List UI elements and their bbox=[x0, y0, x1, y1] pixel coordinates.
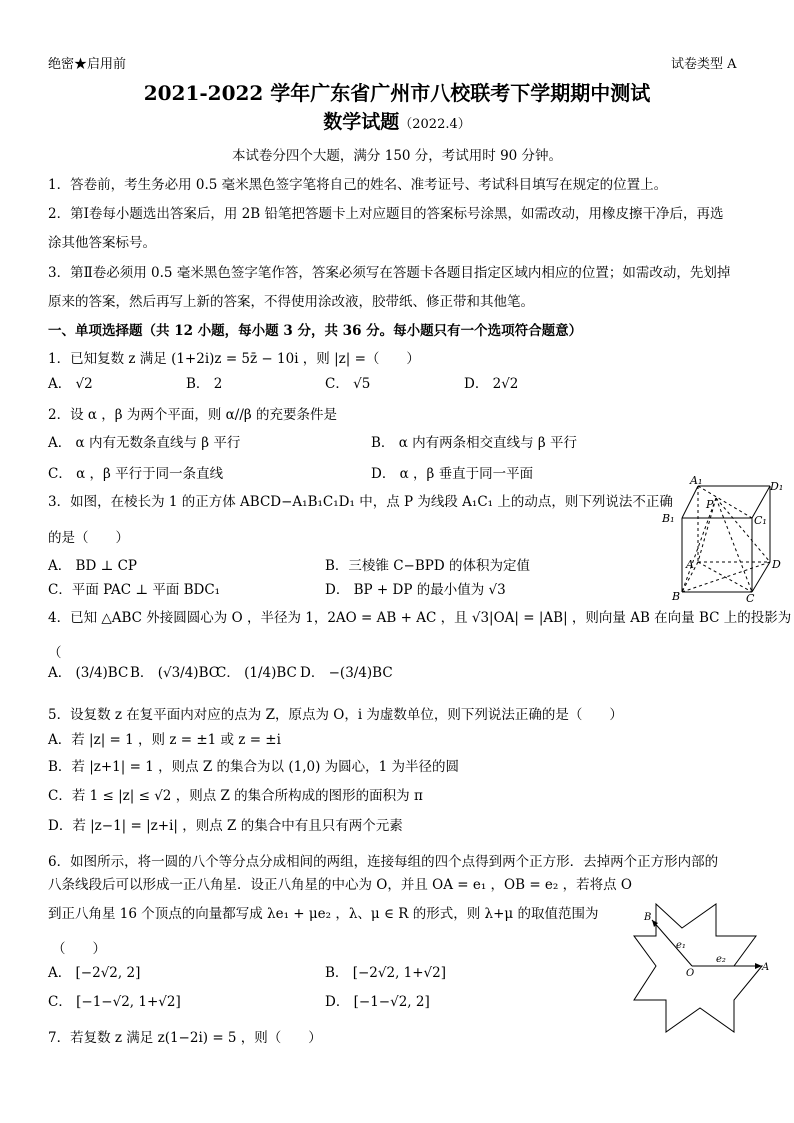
star-label-e2: e₂ bbox=[716, 954, 726, 965]
cube-label-b1: B₁ bbox=[662, 512, 675, 525]
q1-option-a: A． √2 bbox=[48, 376, 93, 392]
q2-option-d: D． α ，β 垂直于同一平面 bbox=[371, 466, 534, 482]
cube-label-p: P bbox=[706, 498, 714, 511]
q2-option-a: A． α 内有无数条直线与 β 平行 bbox=[48, 435, 241, 451]
q4-option-a: A． (3/4)BC bbox=[48, 665, 129, 681]
q1-stem: 1．已知复数 z 满足 (1+2i)z = 5z̄ − 10i ，则 |z| =（ ） bbox=[48, 351, 420, 367]
star-label-a: A bbox=[762, 962, 770, 973]
q5-stem: 5．设复数 z 在复平面内对应的点为 Z，原点为 O，i 为虚数单位，则下列说法正确的是（ ） bbox=[48, 707, 623, 723]
q5-option-b: B．若 |z+1| = 1 ，则点 Z 的集合为以 (1,0) 为圆心，1 为半径的圆 bbox=[48, 759, 460, 775]
q3-option-a: A． BD ⊥ CP bbox=[48, 558, 137, 574]
cube-label-c1: C₁ bbox=[754, 514, 767, 527]
q6-paren: （ ） bbox=[52, 941, 106, 957]
intro-text: 本试卷分四个大题，满分 150 分，考试用时 90 分钟。 bbox=[231, 148, 563, 164]
instruction-2-cont: 涂其他答案标号。 bbox=[48, 235, 156, 251]
instruction-2: 2．第Ⅰ卷每小题选出答案后，用 2B 铅笔把答题卡上对应题目的答案标号涂黑，如需改动，用橡皮擦干净后，再选 bbox=[48, 206, 724, 222]
instruction-3: 3．第Ⅱ卷必须用 0.5 毫米黑色签字笔作答，答案必须写在答题卡各题目指定区域内相应的位置；如需改动，先划掉 bbox=[48, 265, 731, 281]
q5-option-c: C．若 1 ≤ |z| ≤ √2 ，则点 Z 的集合所构成的图形的面积为 π bbox=[48, 788, 423, 804]
q3-stem: 3．如图，在棱长为 1 的正方体 ABCD−A₁B₁C₁D₁ 中，点 P 为线段 A₁C₁ 上的动点，则下列说法不正确 bbox=[48, 494, 673, 510]
q2-option-b: B． α 内有两条相交直线与 β 平行 bbox=[371, 435, 578, 451]
cube-label-a: A bbox=[686, 558, 694, 571]
q2-stem: 2．设 α ，β 为两个平面，则 α//β 的充要条件是 bbox=[48, 407, 337, 423]
q3-stem-cont: 的是（ ） bbox=[48, 530, 129, 546]
cube-label-d1: D₁ bbox=[770, 480, 784, 493]
page-title: 2021-2022 学年广东省广州市八校联考下学期期中测试 bbox=[143, 81, 651, 105]
q6-line-1: 6．如图所示，将一圆的八个等分点分成相间的两组，连接每组的四个点得到两个正方形．去掉两个正方形内部的 bbox=[48, 854, 719, 870]
paper-type-label: 试卷类型 A bbox=[671, 57, 737, 72]
q1-option-c: C． √5 bbox=[325, 376, 371, 392]
cube-label-d: D bbox=[772, 558, 781, 571]
q4-option-c: C． (1/4)BC bbox=[216, 665, 297, 681]
subject-title: 数学试题 bbox=[323, 111, 400, 133]
q1-option-b: B． 2 bbox=[186, 376, 223, 392]
section-heading: 一、单项选择题（共 12 小题，每小题 3 分，共 36 分。每小题只有一个选项符合题意） bbox=[48, 323, 583, 339]
q7-stem: 7．若复数 z 满足 z(1−2i) = 5 ，则（ ） bbox=[48, 1030, 322, 1046]
cube-figure bbox=[660, 476, 790, 604]
q3-option-b: B．三棱锥 C−BPD 的体积为定值 bbox=[325, 558, 530, 574]
q4-option-b: B． (√3/4)BC bbox=[130, 665, 220, 681]
q6-option-d: D． [−1−√2, 2] bbox=[325, 994, 430, 1010]
q4-option-d: D． −(3/4)BC bbox=[300, 665, 393, 681]
q4-paren: （ bbox=[48, 645, 62, 661]
cube-label-a1: A₁ bbox=[690, 476, 703, 487]
instruction-1: 1．答卷前，考生务必用 0.5 毫米黑色签字笔将自己的姓名、准考证号、考试科目填写在规定的位置上。 bbox=[48, 177, 668, 193]
q6-line-3: 到正八角星 16 个顶点的向量都写成 λe₁ + μe₂ ，λ、μ ∈ R 的形式，则 λ+μ 的取值范围为 bbox=[48, 906, 599, 922]
cube-label-b: B bbox=[672, 590, 681, 603]
q5-option-d: D．若 |z−1| = |z+i| ，则点 Z 的集合中有且只有两个元素 bbox=[48, 818, 403, 834]
confidential-label: 绝密★启用前 bbox=[48, 57, 127, 72]
octagram-figure bbox=[626, 896, 774, 1040]
q6-line-2: 八条线段后可以形成一正八角星．设正八角星的中心为 O，并且 OA = e₁ ，OB = e₂ ，若将点 O bbox=[48, 877, 632, 893]
star-label-o: O bbox=[686, 968, 695, 979]
exam-date: （2022.4） bbox=[399, 117, 471, 132]
cube-label-c: C bbox=[746, 592, 755, 604]
q2-option-c: C． α ，β 平行于同一条直线 bbox=[48, 466, 224, 482]
q6-option-b: B． [−2√2, 1+√2] bbox=[325, 965, 447, 981]
q6-option-c: C． [−1−√2, 1+√2] bbox=[48, 994, 181, 1010]
page-subtitle bbox=[0, 113, 794, 134]
q4-stem: 4．已知 △ABC 外接圆圆心为 O ，半径为 1，2AO = AB + AC ，且 √3|OA| = |AB| ，则向量 AB 在向量 BC 上的投影为 bbox=[48, 610, 792, 626]
q3-option-c: C．平面 PAC ⊥ 平面 BDC₁ bbox=[48, 582, 221, 598]
instruction-3-cont: 原来的答案，然后再写上新的答案，不得使用涂改液，胶带纸、修正带和其他笔。 bbox=[48, 294, 534, 310]
q6-option-a: A． [−2√2, 2] bbox=[48, 965, 141, 981]
q3-option-d: D． BP + DP 的最小值为 √3 bbox=[325, 582, 506, 598]
star-label-e1: e₁ bbox=[676, 940, 686, 951]
q5-option-a: A．若 |z| = 1 ，则 z = ±1 或 z = ±i bbox=[48, 732, 281, 748]
star-label-b: B bbox=[644, 912, 652, 923]
q1-option-d: D． 2√2 bbox=[464, 376, 519, 392]
